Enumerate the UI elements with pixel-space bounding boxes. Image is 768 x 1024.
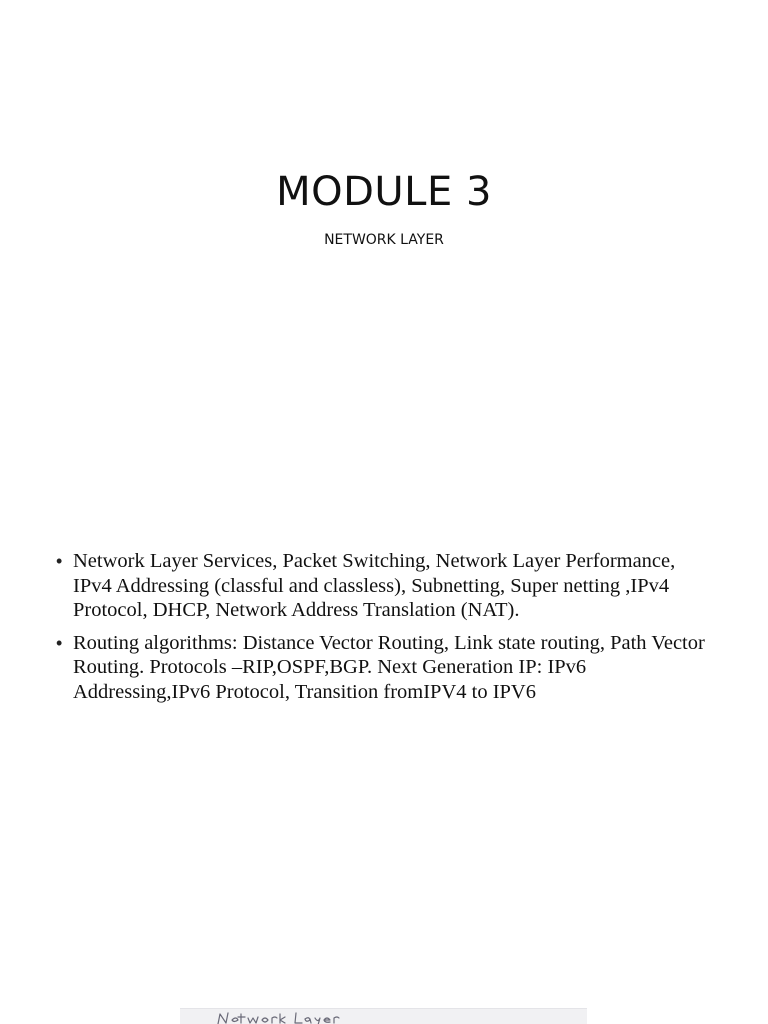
handwritten-note-image (214, 1011, 354, 1024)
bullet-text: Network Layer Services, Packet Switching, Network Layer Performance, IPv4 Addressing (classful and classless), Subnetting, Super netting ,IPv4 Protocol, DHCP, Network Address Translation (NAT). (73, 550, 676, 621)
bullet-text: Routing algorithms: Distance Vector Routing, Link state routing, Path Vector Routing. Protocols –RIP,OSPF,BGP. Next Generation IP: IPv6 Addressing,IPv6 Protocol, Transition fromIPV4 to IPV6 (73, 631, 705, 703)
slide-subtitle: NETWORK LAYER (324, 232, 444, 248)
bullet-list (56, 549, 716, 712)
bullet-icon: • (56, 551, 63, 571)
slide-title: MODULE 3 (276, 169, 492, 215)
bullet-item (56, 549, 716, 623)
next-slide-preview (180, 1008, 587, 1024)
bullet-icon: • (56, 632, 63, 653)
bullet-item (56, 631, 716, 705)
